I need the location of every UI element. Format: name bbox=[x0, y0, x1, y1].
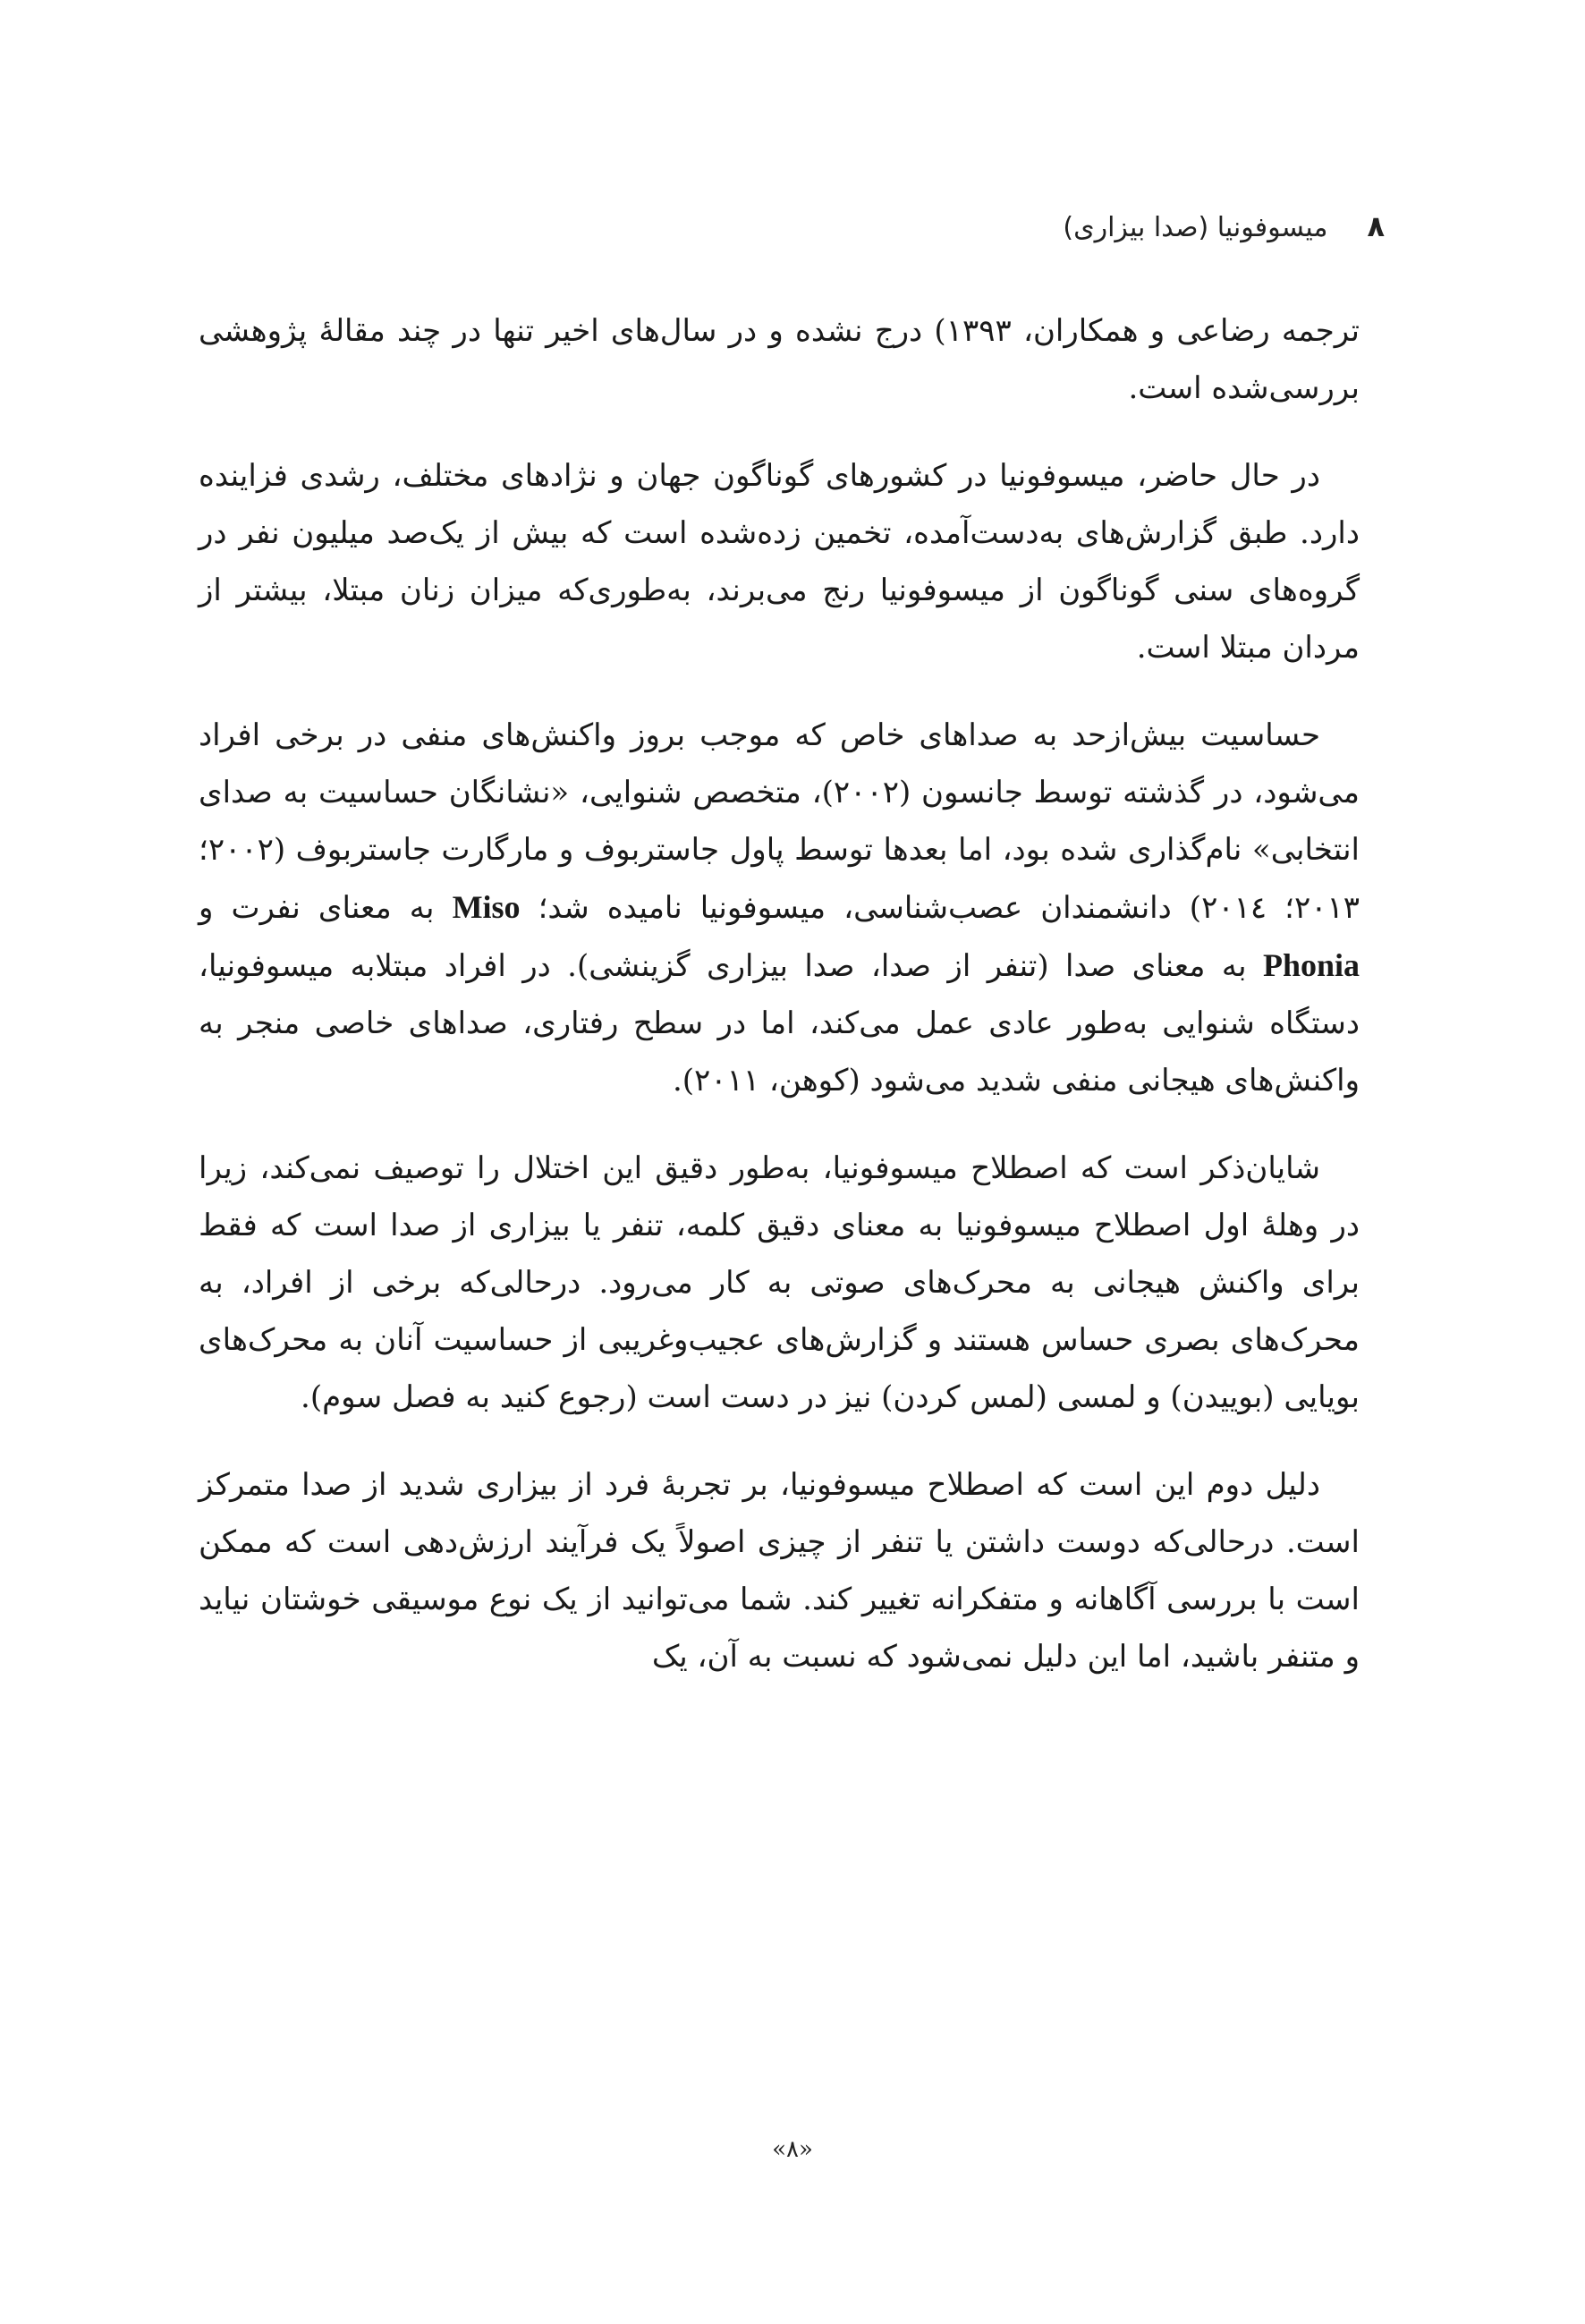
paragraph-2: در حال حاضر، میسوفونیا در کشورهای گوناگون جهان و نژادهای مختلف، رشدی فزاینده دارد. طبق گزارش‌های به‌دست‌آمده، تخمین زده‌شده است که بیش از یک‌صد میلیون نفر در گروه‌های سنی گوناگون از میسوفونیا رنج می‌برند، به‌طوری‌که میزان زنان مبتلا، بیشتر از مردان مبتلا است. bbox=[199, 458, 1360, 666]
paragraph-1: ترجمه رضاعی و همکاران، ۱۳۹۳) درج نشده و در سال‌های اخیر تنها در چند مقالۀ پژوهشی بررسی‌شده است. bbox=[199, 313, 1360, 406]
paragraph-3-part-1: حساسیت بیش‌ازحد به صداهای خاص که موجب بروز واکنش‌های منفی در برخی افراد می‌شود، در گذشته توسط جانسون (۲۰۰۲)، متخصص شنوایی، «نشانگان حساسیت به صدای انتخابی» نام‌گذاری شده بود، اما بعدها توسط پاول جاستربوف و مارگارت جاستربوف (۲۰۰۲؛ ۲۰۱۳؛ ۲۰۱٤) دانشمندان عصب‌شناسی، میسوفونیا نامیده شد؛ bbox=[199, 717, 1360, 926]
body-text bbox=[199, 302, 1360, 1716]
term-miso: Miso bbox=[452, 889, 521, 925]
paragraph-3-part-2: به معنای نفرت و bbox=[199, 890, 435, 926]
paragraph-4: شایان‌ذکر است که اصطلاح میسوفونیا، به‌طور دقیق این اختلال را توصیف نمی‌کند، زیرا در وهلۀ اول اصطلاح میسوفونیا به معنای دقیق کلمه، تنفر یا بیزاری از صدا است که فقط برای واکنش هیجانی به محرک‌های صوتی به کار می‌رود. درحالی‌که برخی از افراد، به محرک‌های بصری حساس هستند و گزارش‌های عجیب‌وغریبی از حساسیت آنان به محرک‌های بویایی (بوییدن) و لمسی (لمس کردن) نیز در دست است (رجوع کنید به فصل سوم). bbox=[199, 1150, 1360, 1415]
header-book-title: میسوفونیا (صدا بیزاری) bbox=[1063, 212, 1328, 243]
term-phonia: Phonia bbox=[1262, 947, 1360, 983]
paragraph-3 bbox=[199, 707, 1360, 1109]
footer-page-marker: «۸» bbox=[772, 2136, 813, 2163]
paragraph-5: دلیل دوم این است که اصطلاح میسوفونیا، بر تجربۀ فرد از بیزاری شدید از صدا متمرکز است. درحالی‌که دوست داشتن یا تنفر از چیزی اصولاً یک فرآیند ارزش‌دهی است که ممکن است با بررسی آگاهانه و متفکرانه تغییر کند. شما می‌توانید از یک نوع موسیقی خوشتان نیاید و متنفر باشید، اما این دلیل نمی‌شود که نسبت به آن، یک bbox=[199, 1467, 1360, 1675]
paragraph-3-part-3: به معنای صدا (تنفر از صدا، صدا بیزاری گزینشی). در افراد مبتلابه میسوفونیا، دستگاه شنوایی به‌طور عادی عمل می‌کند، اما در سطح رفتاری، صداهای خاصی منجر به واکنش‌های هیجانی منفی شدید می‌شود (کوهن، ۲۰۱۱). bbox=[199, 948, 1360, 1098]
running-header bbox=[1063, 209, 1385, 243]
header-page-number: ۸ bbox=[1367, 209, 1385, 243]
